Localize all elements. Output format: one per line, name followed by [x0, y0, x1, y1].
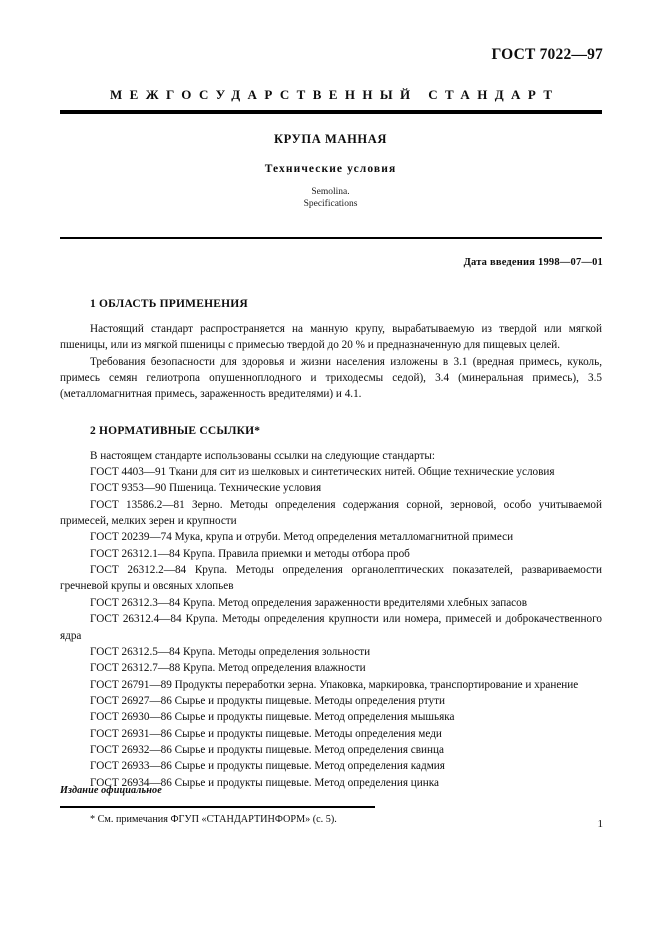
- reference-item: ГОСТ 26312.2—84 Крупа. Методы определения органолептических показателей, развариваемости гречневой крупы и овсяных хлопьев: [60, 564, 602, 593]
- reference-item: ГОСТ 26312.4—84 Крупа. Методы определения крупности или номера, примесей и доброкачественного ядра: [60, 613, 602, 642]
- section-heading-normative-references: 2 НОРМАТИВНЫЕ ССЫЛКИ*: [90, 424, 261, 437]
- introduction-date: Дата введения 1998—07—01: [463, 257, 603, 268]
- reference-item: ГОСТ 26927—86 Сырье и продукты пищевые. Методы определения ртути: [90, 694, 445, 707]
- reference-item: ГОСТ 4403—91 Ткани для сит из шелковых и синтетических нитей. Общие технические условия: [90, 466, 555, 479]
- interstate-standard-banner: МЕЖГОСУДАРСТВЕННЫЙ СТАНДАРТ: [109, 87, 560, 102]
- scope-paragraph-1: Настоящий стандарт распространяется на манную крупу, вырабатываемую из твердой или мягкой пшеницы, или из мягкой пшеницы с примесью твердой до 20 % и предназначенную для пищевых целей.: [60, 323, 602, 352]
- header-rule: [60, 110, 602, 114]
- english-title: Semolina.: [311, 187, 350, 197]
- standard-number: ГОСТ 7022—97: [491, 46, 603, 63]
- page-number: 1: [597, 818, 603, 830]
- reference-item: ГОСТ 26312.1—84 Крупа. Правила приемки и методы отбора проб: [90, 547, 410, 560]
- footnote-separator-rule: [60, 806, 375, 808]
- reference-item: ГОСТ 26933—86 Сырье и продукты пищевые. Метод определения кадмия: [90, 760, 445, 773]
- document-body: [60, 298, 602, 791]
- reference-item: ГОСТ 26312.3—84 Крупа. Метод определения зараженности вредителями хлебных запасов: [90, 596, 528, 609]
- footnote-text: * См. примечания ФГУП «СТАНДАРТИНФОРМ» (с. 5).: [90, 814, 337, 825]
- normative-references-lead: В настоящем стандарте использованы ссылки на следующие стандарты:: [90, 449, 435, 462]
- document-subtitle: Технические условия: [264, 163, 397, 175]
- reference-item: ГОСТ 26312.5—84 Крупа. Методы определения зольности: [90, 645, 371, 658]
- reference-item: ГОСТ 26312.7—88 Крупа. Метод определения влажности: [90, 662, 366, 675]
- reference-item: ГОСТ 20239—74 Мука, крупа и отруби. Метод определения металломагнитной примеси: [90, 531, 514, 544]
- document-title: КРУПА МАННАЯ: [274, 132, 387, 146]
- reference-item: ГОСТ 26931—86 Сырье и продукты пищевые. Методы определения меди: [90, 727, 442, 740]
- reference-item: ГОСТ 9353—90 Пшеница. Технические условия: [90, 482, 322, 495]
- section-heading-scope: 1 ОБЛАСТЬ ПРИМЕНЕНИЯ: [90, 298, 248, 310]
- scope-paragraph-2: Требования безопасности для здоровья и жизни населения изложены в 3.1 (вредная примесь, куколь, примесь семян гелиотропа опушеннoплодного и триходесмы седой), 3.4 (минеральная примесь), 3.5 (металломагнитная примесь, зараженность вредителями) и 4.1.: [60, 355, 602, 401]
- english-subtitle: Specifications: [303, 199, 358, 209]
- document-english-title-block: [0, 186, 661, 210]
- reference-item: ГОСТ 26791—89 Продукты переработки зерна. Упаковка, маркировка, транспортирование и хранение: [90, 678, 579, 691]
- reference-item: ГОСТ 26932—86 Сырье и продукты пищевые. Метод определения свинца: [90, 743, 444, 756]
- spacer: [60, 310, 602, 321]
- reference-item: ГОСТ 26934—86 Сырье и продукты пищевые. Метод определения цинка: [90, 776, 439, 789]
- reference-item: ГОСТ 13586.2—81 Зерно. Методы определения содержания сорной, зерновой, особо учитываемой примесей, мелких зерен и крупности: [60, 498, 602, 528]
- edition-note: Издание официальное: [60, 785, 162, 796]
- spacer: [60, 437, 602, 448]
- reference-item: ГОСТ 26930—86 Сырье и продукты пищевые. Метод определения мышьяка: [90, 711, 455, 724]
- title-rule: [60, 237, 602, 239]
- spacer: [60, 403, 602, 425]
